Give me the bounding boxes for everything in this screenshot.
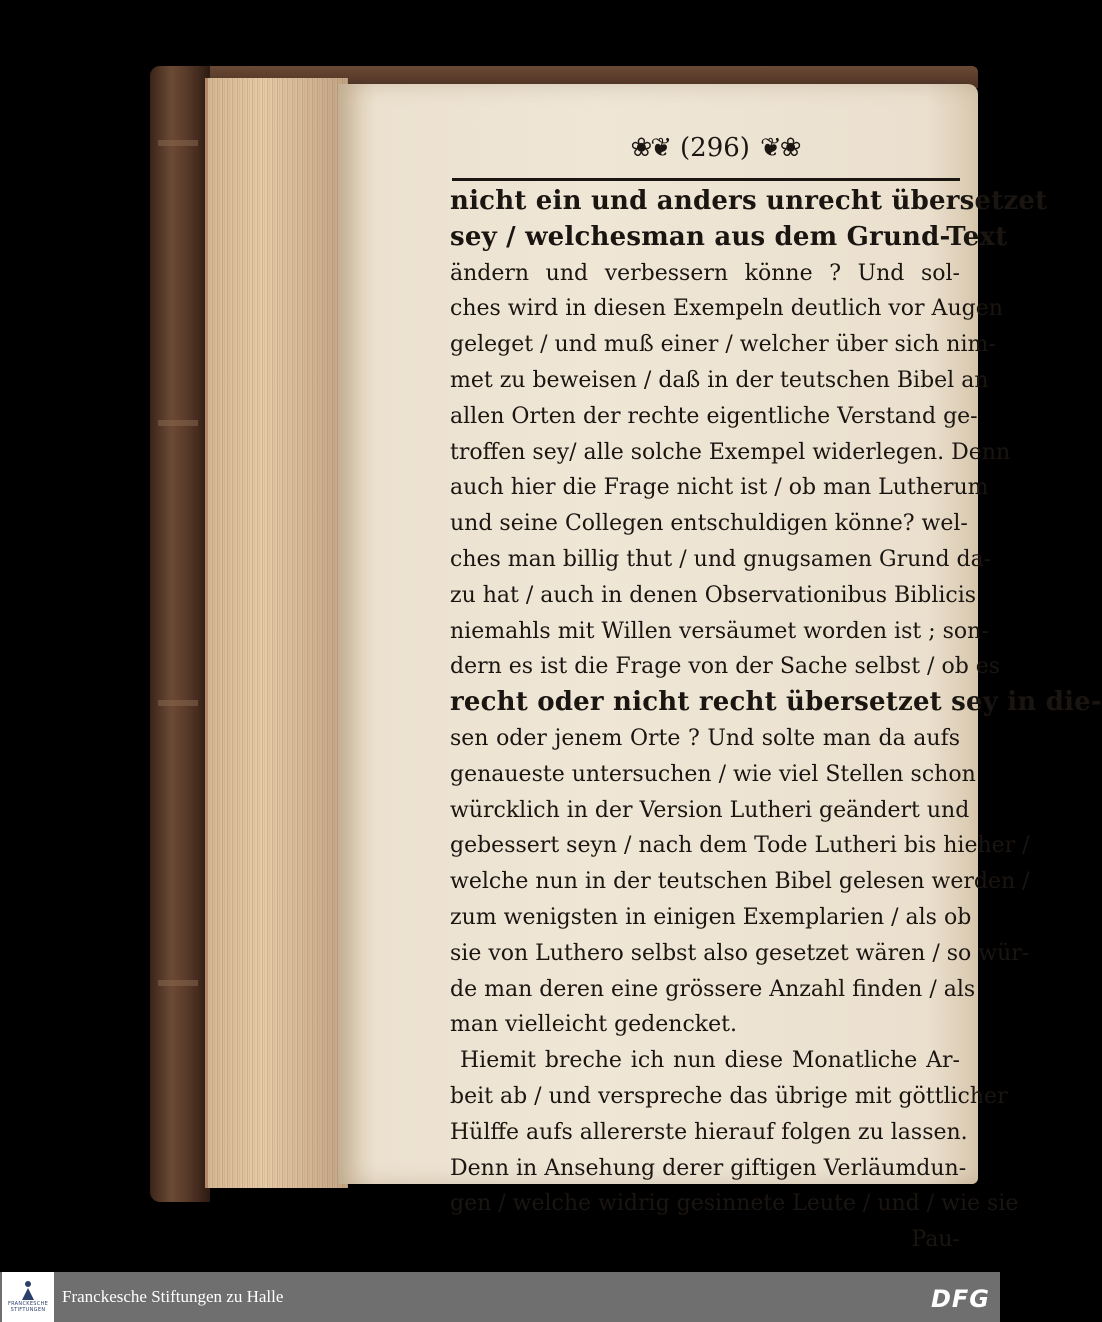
body-text xyxy=(450,184,1102,1258)
logo-text-1: FRANCKESCHE xyxy=(7,1301,49,1307)
text-line: Pau- xyxy=(911,1227,960,1253)
header-rule xyxy=(452,178,960,181)
text-line: allen Orten der rechte eigentliche Verstand ge- xyxy=(450,403,978,429)
ornament-right-icon: ❦❀ xyxy=(759,133,800,163)
text-line: dern es ist die Frage von der Sache selbst / ob es xyxy=(450,654,1001,680)
text-line: met zu beweisen / daß in der teutschen Bibel an xyxy=(450,367,989,393)
text-line: nicht ein und anders unrecht übersetzet xyxy=(450,186,1048,216)
logo-mark-icon xyxy=(21,1281,35,1301)
page-number: (296) xyxy=(680,133,750,163)
text-line: geleget / und muß einer / welcher über sich nim- xyxy=(450,332,996,358)
logo-text-2: STIFTUNGEN xyxy=(10,1307,46,1313)
text-line: und seine Collegen entschuldigen könne? wel- xyxy=(450,511,968,537)
institution-name[interactable]: Franckesche Stiftungen zu Halle xyxy=(62,1287,284,1306)
text-line: sie von Luthero selbst also gesetzet wären / so wür- xyxy=(450,940,1030,966)
text-line: recht oder nicht recht übersetzet sey in die- xyxy=(450,687,1102,718)
page-edges xyxy=(205,78,348,1188)
text-line: Denn in Ansehung derer giftigen Verläumdun- xyxy=(450,1155,967,1181)
text-line: ches man billig thut / und gnugsamen Grund da- xyxy=(450,546,992,572)
page-header xyxy=(600,128,830,168)
text-line: niemahls mit Willen versäumet worden ist ; son- xyxy=(450,618,989,644)
spine-band xyxy=(158,420,198,426)
text-line: beit ab / und verspreche das übrige mit göttlicher xyxy=(450,1083,1008,1109)
text-line: auch hier die Frage nicht ist / ob man Lutherum xyxy=(450,475,989,501)
text-line: Hülffe aufs allererste hierauf folgen zu lassen. xyxy=(450,1119,968,1145)
institution-logo[interactable] xyxy=(2,1272,54,1322)
text-line: sen oder jenem Orte ? Und solte man da aufs xyxy=(450,725,960,751)
spine-band xyxy=(158,700,198,706)
dfg-logo[interactable]: DFG xyxy=(930,1285,990,1313)
text-line: sey / welchesman aus dem Grund-Text xyxy=(450,221,1008,252)
text-line: ändern und verbessern könne ? Und sol- xyxy=(450,260,960,286)
text-line: welche nun in der teutschen Bibel gelesen werden / xyxy=(450,869,1030,895)
book-spine xyxy=(150,66,210,1202)
text-line: man vielleicht gedencket. xyxy=(450,1012,737,1038)
text-line: genaueste untersuchen / wie viel Stellen schon xyxy=(450,761,976,787)
footer-bar xyxy=(0,1272,1000,1322)
text-line: ches wird in diesen Exempeln deutlich vor Augen xyxy=(450,296,1003,322)
text-line: troffen sey/ alle solche Exempel widerlegen. Denn xyxy=(450,439,1011,465)
text-line: Hiemit breche ich nun diese Monatliche Ar- xyxy=(460,1048,960,1074)
spine-band xyxy=(158,140,198,146)
text-line: würcklich in der Version Lutheri geändert und xyxy=(450,797,970,823)
text-line: zum wenigsten in einigen Exemplarien / als ob xyxy=(450,904,972,930)
ornament-left-icon: ❀❦ xyxy=(630,133,671,163)
text-line: gebessert seyn / nach dem Tode Lutheri bis hieher / xyxy=(450,833,1030,859)
text-line: gen / welche widrig gesinnete Leute / und / wie sie xyxy=(450,1191,1019,1217)
text-line: de man deren eine grössere Anzahl finden / als xyxy=(450,976,976,1002)
spine-band xyxy=(158,980,198,986)
text-line: zu hat / auch in denen Observationibus Biblicis xyxy=(450,582,977,608)
